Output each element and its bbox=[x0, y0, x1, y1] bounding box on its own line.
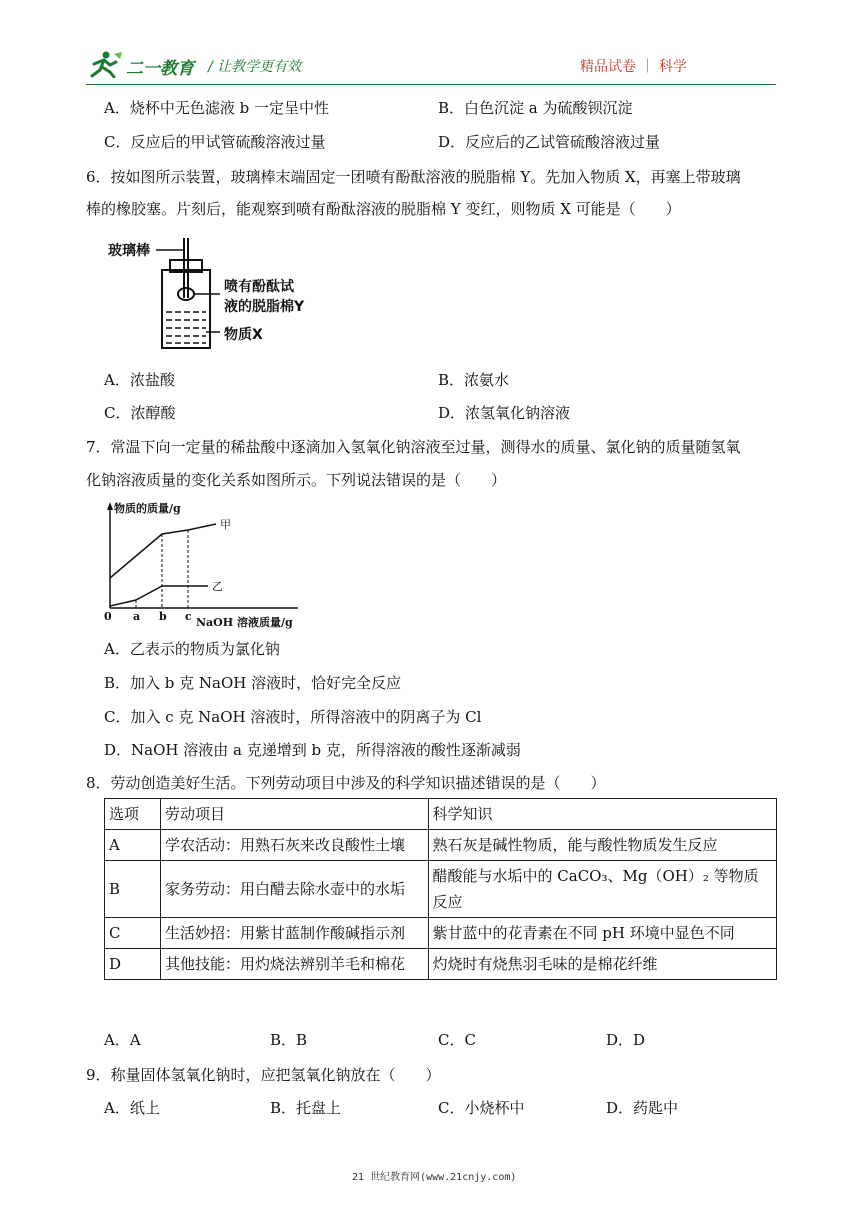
table-cell: D bbox=[105, 949, 161, 980]
footer-text: 21 世纪教育网(www.21cnjy.com) bbox=[352, 1172, 517, 1183]
q7-stem-line2: 化钠溶液质量的变化关系如图所示。下列说法错误的是（ ） bbox=[86, 471, 507, 489]
table-cell: C bbox=[105, 918, 161, 949]
y-axis-arrow-icon bbox=[107, 502, 113, 510]
q5-option-d: D．反应后的乙试管硫酸溶液过量 bbox=[438, 133, 661, 151]
q9-option-b: B．托盘上 bbox=[270, 1099, 342, 1117]
table-cell: 学农活动：用熟石灰来改良酸性土壤 bbox=[160, 830, 428, 861]
table-header-cell: 劳动项目 bbox=[160, 799, 428, 830]
q6-option-d: D．浓氢氧化钠溶液 bbox=[438, 404, 571, 422]
q8-option-d: D．D bbox=[606, 1031, 646, 1049]
label-substance-x: 物质X bbox=[224, 327, 263, 343]
table-row bbox=[105, 861, 777, 918]
runner-logo-icon bbox=[86, 50, 124, 78]
q5-option-a: A．烧杯中无色滤液 b 一定呈中性 bbox=[104, 99, 329, 117]
q7-option-d: D．NaOH 溶液由 a 克递增到 b 克，所得溶液的酸性逐渐减弱 bbox=[104, 741, 521, 759]
q8-stem: 8．劳动创造美好生活。下列劳动项目中涉及的科学知识描述错误的是（ ） bbox=[86, 774, 606, 792]
table-row bbox=[105, 949, 777, 980]
chart-ylabel: 物质的质量/g bbox=[114, 502, 181, 515]
table-cell: 醋酸能与水垢中的 CaCO₃、Mg（OH）₂ 等物质反应 bbox=[428, 861, 777, 918]
q9-option-a: A．纸上 bbox=[104, 1099, 160, 1117]
q7-option-c: C．加入 c 克 NaOH 溶液时，所得溶液中的阴离子为 Cl bbox=[104, 708, 482, 726]
q8-option-b: B．B bbox=[270, 1031, 308, 1049]
logo-text: 二一教育 bbox=[126, 59, 194, 79]
q5-option-b: B．白色沉淀 a 为硫酸钡沉淀 bbox=[438, 99, 633, 117]
q6-apparatus-figure bbox=[104, 236, 344, 356]
slogan: / 让教学更有效 bbox=[208, 59, 302, 75]
table-cell: 紫甘蓝中的花青素在不同 pH 环境中显色不同 bbox=[428, 918, 777, 949]
q8-option-a: A．A bbox=[104, 1031, 141, 1049]
q8-table bbox=[104, 798, 777, 980]
table-cell: 其他技能：用灼烧法辨别羊毛和棉花 bbox=[160, 949, 428, 980]
table-header-cell: 科学知识 bbox=[428, 799, 777, 830]
q9-option-d: D．药匙中 bbox=[606, 1099, 679, 1117]
chart-origin-label: 0 bbox=[104, 610, 112, 623]
chart-series-jia-label: 甲 bbox=[220, 518, 231, 531]
chart-tick-b: b bbox=[159, 610, 167, 623]
chart-tick-c: c bbox=[185, 610, 192, 623]
q7-chart bbox=[100, 500, 310, 630]
chart-canvas bbox=[100, 500, 310, 630]
q6-option-a: A．浓盐酸 bbox=[104, 371, 175, 389]
header-divider bbox=[86, 84, 776, 85]
q6-stem-line2: 棒的橡胶塞。片刻后，能观察到喷有酚酞溶液的脱脂棉 Y 变红，则物质 X 可能是（ ） bbox=[86, 200, 681, 218]
table-cell: B bbox=[105, 861, 161, 918]
q8-option-c: C．C bbox=[438, 1031, 476, 1049]
table-row bbox=[105, 918, 777, 949]
q9-stem: 9．称量固体氢氧化钠时，应把氢氧化钠放在（ ） bbox=[86, 1066, 441, 1084]
table-cell: 家务劳动：用白醋去除水壶中的水垢 bbox=[160, 861, 428, 918]
label-cotton-line2: 液的脱脂棉Y bbox=[224, 299, 305, 315]
table-row bbox=[105, 830, 777, 861]
q7-option-b: B．加入 b 克 NaOH 溶液时，恰好完全反应 bbox=[104, 674, 402, 692]
q5-option-c: C．反应后的甲试管硫酸溶液过量 bbox=[104, 133, 326, 151]
q6-option-c: C．浓醇酸 bbox=[104, 404, 176, 422]
table-cell: 生活妙招：用紫甘蓝制作酸碱指示剂 bbox=[160, 918, 428, 949]
chart-series-yi-label: 乙 bbox=[212, 580, 223, 593]
header-right-label: 精品试卷 ｜ 科学 bbox=[580, 59, 687, 75]
chart-tick-a: a bbox=[133, 610, 141, 623]
q6-stem-line1: 6．按如图所示装置，玻璃棒末端固定一团喷有酚酞溶液的脱脂棉 Y。先加入物质 X，再塞上带玻璃 bbox=[86, 168, 741, 186]
q6-option-b: B．浓氨水 bbox=[438, 371, 510, 389]
table-cell: 灼烧时有烧焦羽毛味的是棉花纤维 bbox=[428, 949, 777, 980]
series-yi-line bbox=[110, 586, 208, 606]
label-cotton-line1: 喷有酚酞试 bbox=[224, 279, 294, 295]
table-cell: 熟石灰是碱性物质，能与酸性物质发生反应 bbox=[428, 830, 777, 861]
table-header-row bbox=[105, 799, 777, 830]
table-cell: A bbox=[105, 830, 161, 861]
label-glass-rod: 玻璃棒 bbox=[108, 243, 150, 259]
q9-option-c: C．小烧杯中 bbox=[438, 1099, 525, 1117]
chart-xlabel: NaOH 溶液质量/g bbox=[196, 616, 293, 629]
q7-stem-line1: 7．常温下向一定量的稀盐酸中逐滴加入氢氧化钠溶液至过量，测得水的质量、氯化钠的质量随氢氧 bbox=[86, 438, 741, 456]
table-header-cell: 选项 bbox=[105, 799, 161, 830]
q7-option-a: A．乙表示的物质为氯化钠 bbox=[104, 640, 280, 658]
series-jia-line bbox=[110, 524, 216, 578]
